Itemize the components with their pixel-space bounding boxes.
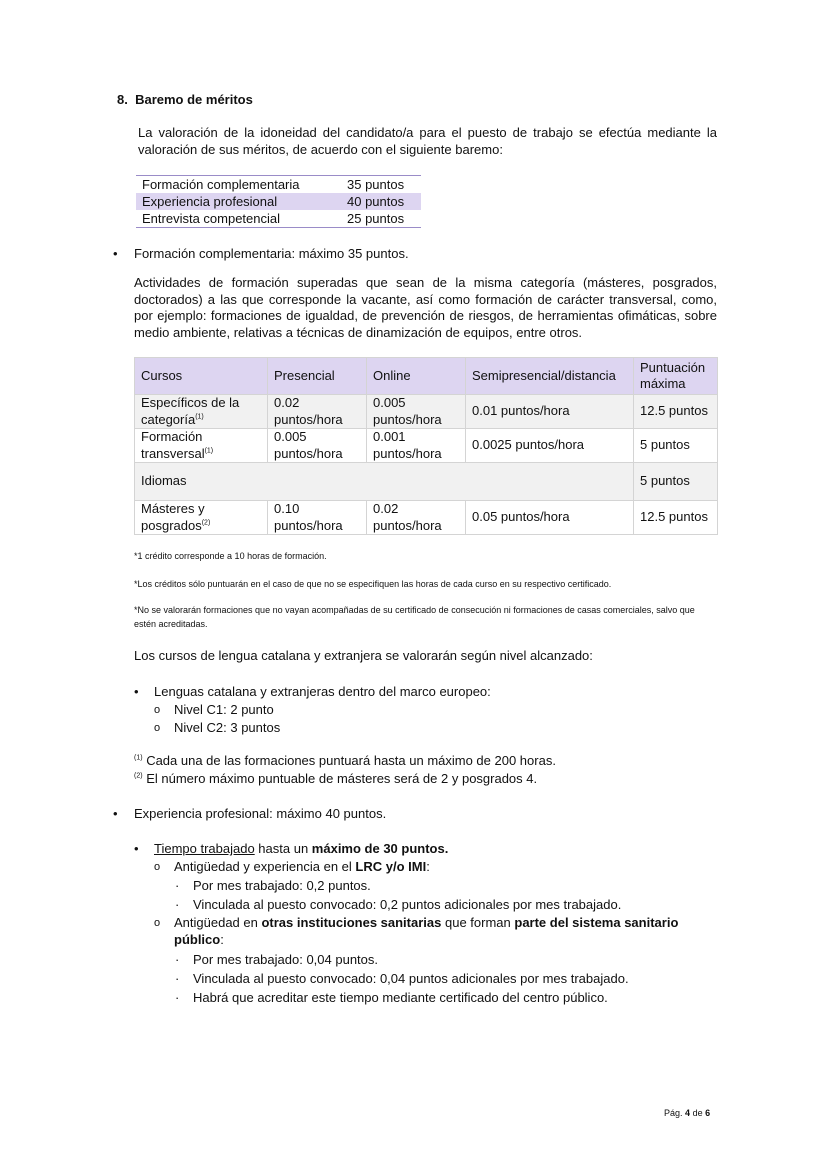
bullet-icon: • (113, 806, 118, 821)
bullet-icon: • (134, 841, 139, 856)
sub-item: Vinculada al puesto convocado: 0,04 puntos adicionales por mes trabajado. (193, 971, 629, 986)
section-title: Baremo de méritos (135, 92, 253, 107)
otras-post: : (220, 931, 224, 947)
lrc-post: : (426, 859, 430, 874)
summary-label: Experiencia profesional (136, 193, 341, 210)
course-type-cell (135, 501, 268, 535)
column-header: Cursos (135, 358, 268, 395)
page-label: Pág. (664, 1108, 683, 1118)
table-header-row (135, 358, 718, 395)
lrc-bold: LRC y/o IMI (355, 859, 427, 874)
sub-item: Por mes trabajado: 0,04 puntos. (193, 952, 379, 967)
formacion-description: Actividades de formación superadas que sean de la misma categoría (másteres, posgrados, doctorados) a las que corresponde la vacante, así como formación de carácter transversal, como, por ejemplo: formaciones de igualdad, de prevención de riesgos, de herramientas ofimáticas, sobre medio ambiente, relativas a técnicas de dinamización de equipos, entre otros. (134, 275, 717, 340)
footnote-text: El número máximo puntuable de másteres será de 2 y posgrados 4. (146, 771, 538, 786)
otras-line (174, 915, 719, 948)
section-number: 8. (117, 92, 128, 107)
tiempo-mid: hasta un (254, 841, 312, 856)
max-score-cell: 5 puntos (634, 463, 718, 501)
courses-table (134, 357, 718, 535)
dot-bullet-icon: · (175, 990, 180, 1005)
online-cell: 0.005 puntos/hora (367, 395, 466, 429)
otras-mid: que forman (441, 915, 515, 930)
formacion-heading: Formación complementaria: máximo 35 puntos. (134, 246, 409, 261)
course-type: Formación transversal (141, 429, 205, 461)
section-intro: La valoración de la idoneidad del candidato/a para el puesto de trabajo se efectúa mediante la valoración de sus méritos, de acuerdo con el siguiente baremo: (138, 125, 717, 157)
lrc-pre: Antigüedad y experiencia en el (174, 859, 356, 874)
footnote-text: Cada una de las formaciones puntuará hasta un máximo de 200 horas. (146, 753, 556, 768)
circle-bullet-icon: o (154, 861, 161, 873)
level-item: Nivel C1: 2 punto (174, 702, 274, 717)
footnote (134, 771, 537, 788)
presencial-cell: 0.10 puntos/hora (268, 501, 367, 535)
footnote-mark: (1) (134, 754, 143, 762)
summary-value: 35 puntos (341, 176, 421, 194)
table-row (136, 210, 421, 228)
summary-label: Entrevista competencial (136, 210, 341, 228)
presencial-cell: 0.005 puntos/hora (268, 429, 367, 463)
summary-value: 25 puntos (341, 210, 421, 228)
table-row (135, 395, 718, 429)
total-pages: 6 (705, 1108, 711, 1118)
online-cell: 0.02 puntos/hora (367, 501, 466, 535)
footnote-mark: (1) (195, 413, 204, 421)
footnote-mark: (2) (201, 519, 211, 527)
footnote-mark: (2) (134, 772, 143, 780)
bullet-icon: • (134, 684, 139, 699)
note: *No se valorarán formaciones que no vayan acompañadas de su certificado de consecución ni formaciones de casas comerciales, salvo que estén acreditadas. (134, 605, 695, 629)
dot-bullet-icon: · (175, 952, 180, 967)
semipresencial-cell: 0.01 puntos/hora (466, 395, 634, 429)
course-type: Idiomas (135, 463, 634, 501)
table-row (135, 463, 718, 501)
table-row (136, 193, 421, 210)
dot-bullet-icon: · (175, 878, 180, 893)
footnote-mark: (1) (204, 447, 214, 455)
circle-bullet-icon: o (154, 704, 161, 716)
languages-intro: Los cursos de lengua catalana y extranjera se valorarán según nivel alcanzado: (134, 648, 593, 663)
note: *Los créditos sólo puntuarán en el caso de que no se especifiquen las horas de cada curso en su respectivo certificado. (134, 579, 612, 589)
level-item: Nivel C2: 3 puntos (174, 720, 281, 735)
tiempo-max: máximo de 30 puntos. (311, 841, 449, 856)
column-header: Semipresencial/distancia (466, 358, 634, 395)
sub-item: Por mes trabajado: 0,2 puntos. (193, 878, 371, 893)
online-cell: 0.001 puntos/hora (367, 429, 466, 463)
otras-bold-1: otras instituciones sanitarias (261, 915, 442, 930)
section-heading (117, 92, 253, 109)
max-score-cell: 5 puntos (634, 429, 718, 463)
page-number (664, 1108, 710, 1118)
course-type: Másteres y posgrados (141, 501, 205, 533)
max-score-cell: 12.5 puntos (634, 501, 718, 535)
current-page: 4 (685, 1108, 691, 1118)
course-type-cell (135, 429, 268, 463)
summary-table (136, 175, 421, 228)
column-header: Online (367, 358, 466, 395)
course-type-cell (135, 395, 268, 429)
dot-bullet-icon: · (175, 971, 180, 986)
summary-value: 40 puntos (341, 193, 421, 210)
footnote (134, 753, 556, 770)
table-row (135, 429, 718, 463)
circle-bullet-icon: o (154, 917, 161, 929)
sub-item: Vinculada al puesto convocado: 0,2 puntos adicionales por mes trabajado. (193, 897, 622, 912)
table-row (136, 176, 421, 194)
semipresencial-cell: 0.05 puntos/hora (466, 501, 634, 535)
bullet-icon: • (113, 246, 118, 261)
otras-pre: Antigüedad en (174, 915, 262, 930)
otras-bold-2: parte del sistema sanitario público (174, 915, 683, 947)
dot-bullet-icon: · (175, 897, 180, 912)
tiempo-label: Tiempo trabajado (154, 841, 255, 856)
column-header: Presencial (268, 358, 367, 395)
max-score-cell: 12.5 puntos (634, 395, 718, 429)
experiencia-heading: Experiencia profesional: máximo 40 puntos. (134, 806, 387, 821)
languages-item: Lenguas catalana y extranjeras dentro del marco europeo: (154, 684, 491, 699)
semipresencial-cell: 0.0025 puntos/hora (466, 429, 634, 463)
sub-item: Habrá que acreditar este tiempo mediante certificado del centro público. (193, 990, 608, 1005)
tiempo-line (154, 841, 448, 858)
lrc-line (174, 859, 430, 876)
summary-label: Formación complementaria (136, 176, 341, 194)
table-row (135, 501, 718, 535)
course-type: Específicos de la categoría (141, 395, 240, 427)
presencial-cell: 0.02 puntos/hora (268, 395, 367, 429)
column-header: Puntuación máxima (634, 358, 718, 395)
page-of: de (692, 1108, 703, 1118)
circle-bullet-icon: o (154, 722, 161, 734)
note: *1 crédito corresponde a 10 horas de formación. (134, 551, 327, 561)
